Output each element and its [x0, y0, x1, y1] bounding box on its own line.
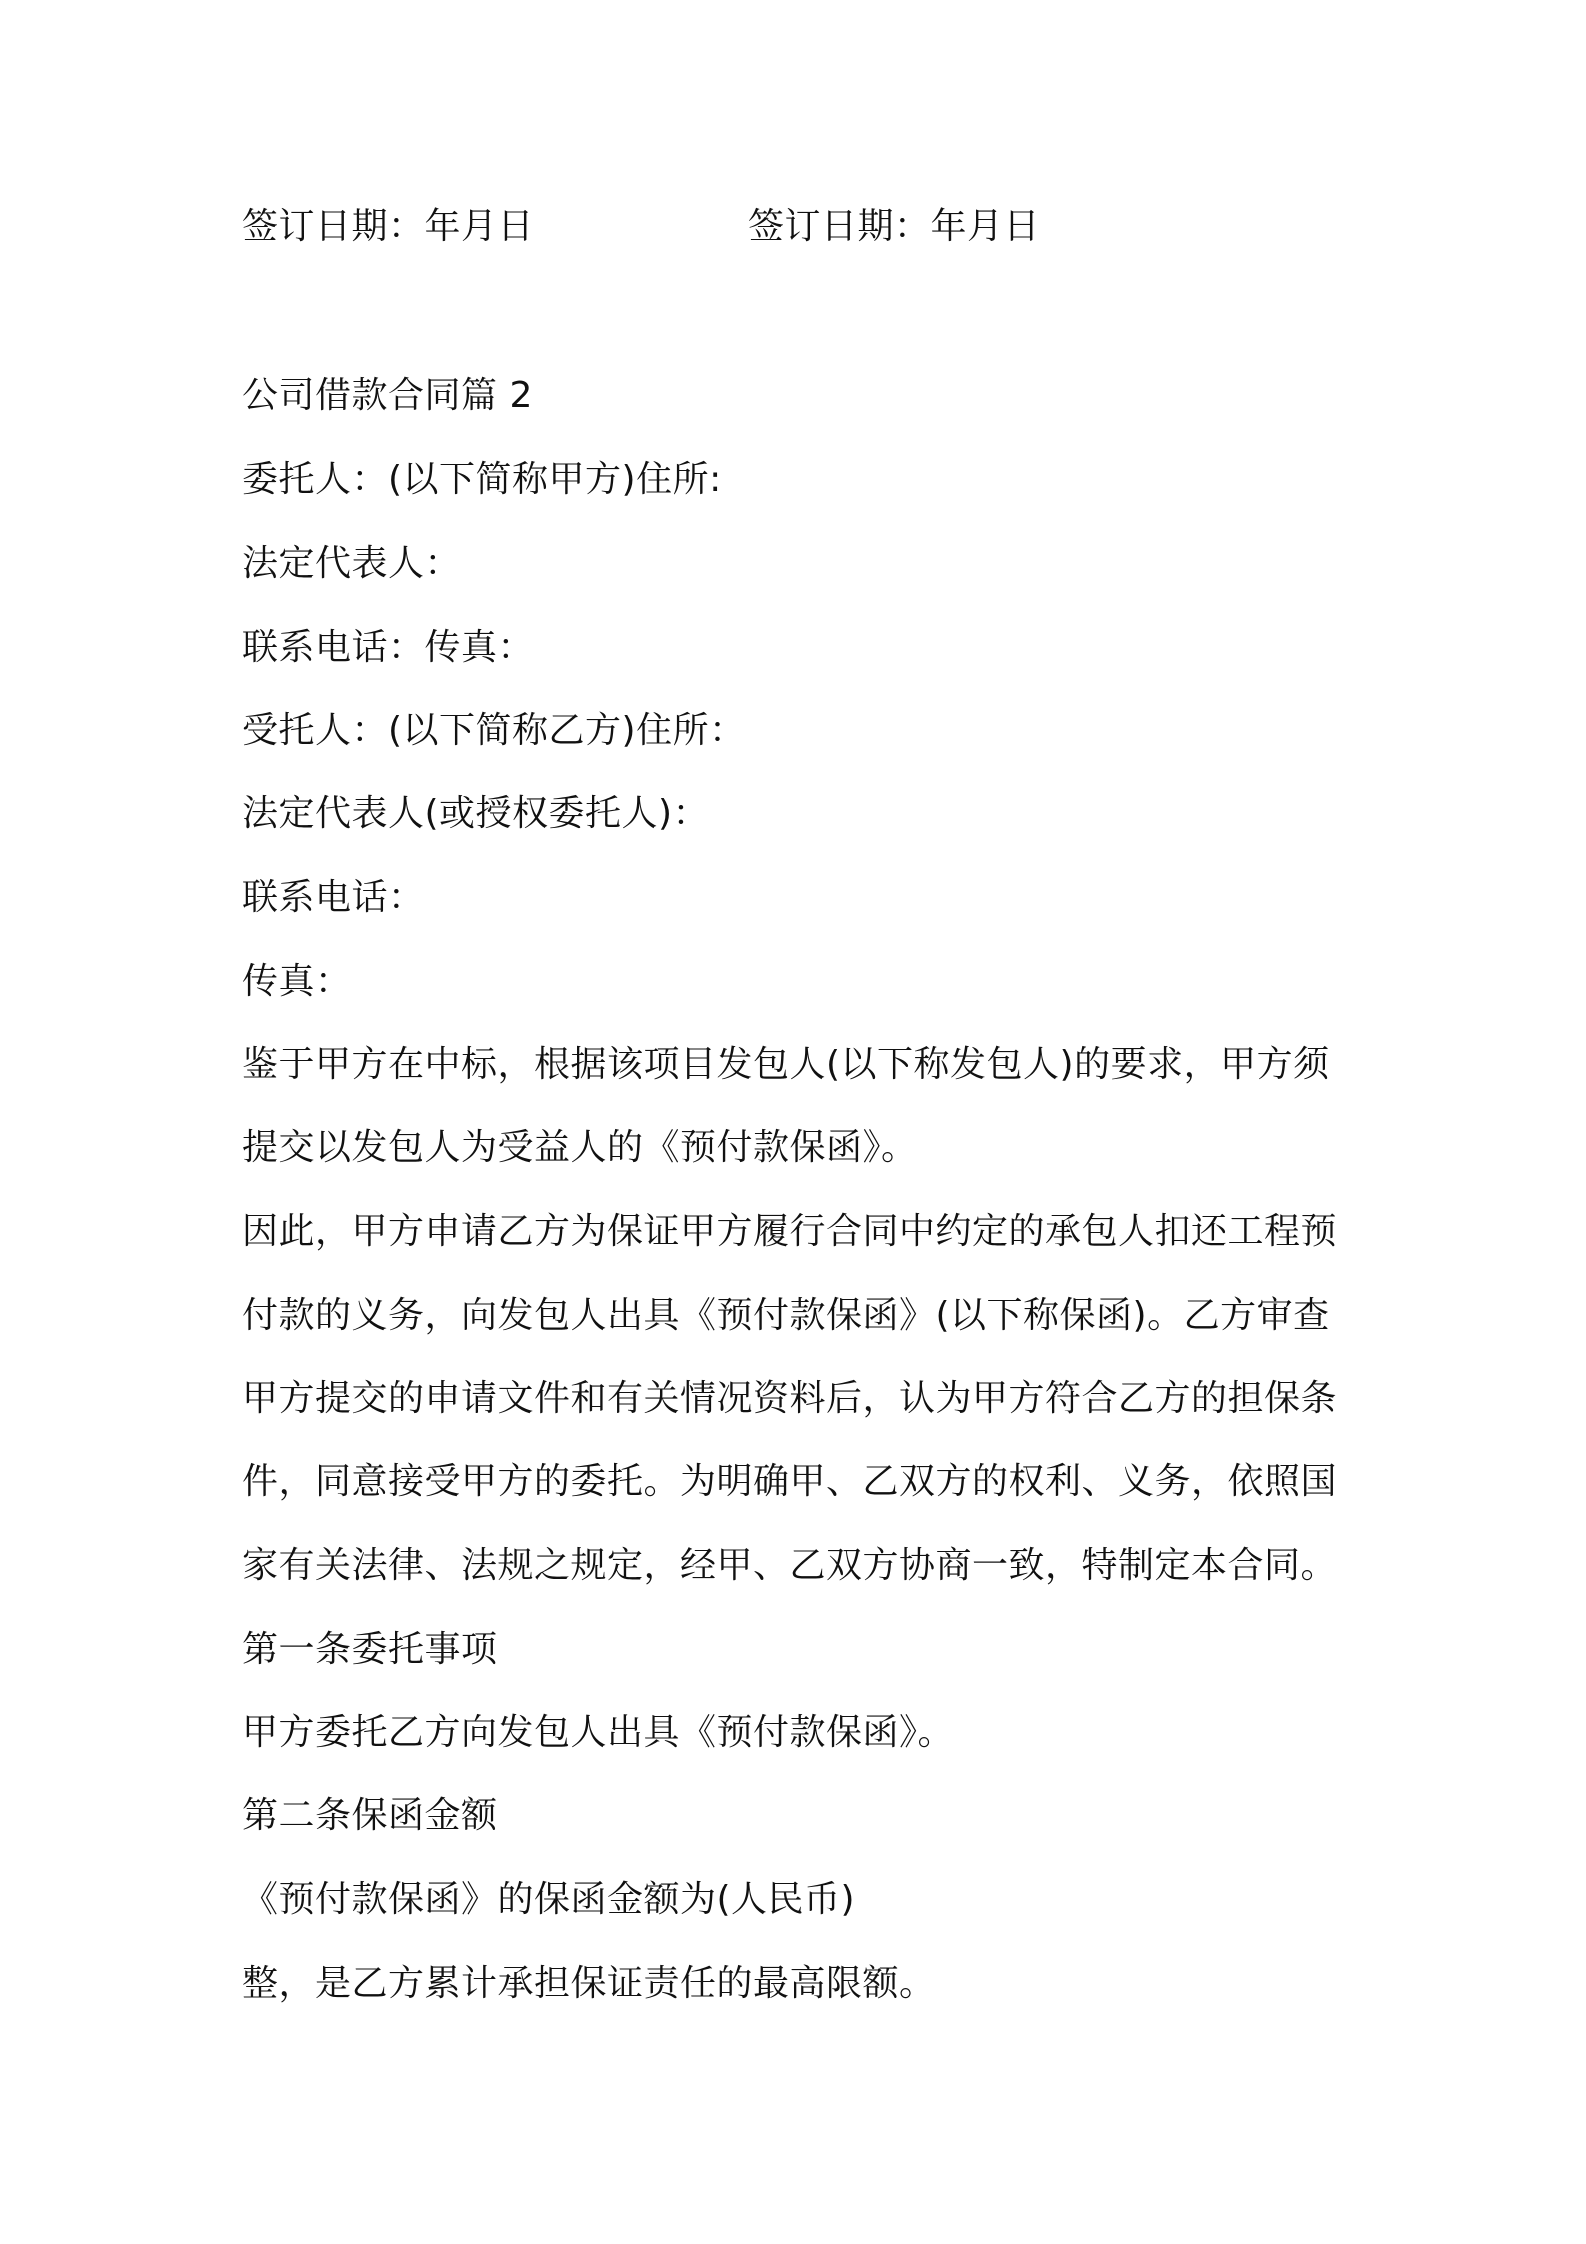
signing-date-left: 签订日期：年月日 — [242, 206, 535, 247]
clause-line: 联系电话： — [242, 877, 425, 918]
clause-line: 整，是乙方累计承担保证责任的最高限额。 — [242, 1963, 936, 2004]
clause-line: 提交以发包人为受益人的《预付款保函》。 — [242, 1127, 918, 1168]
clause-line: 联系电话：传真： — [242, 627, 535, 668]
clause-line: 法定代表人： — [242, 543, 462, 584]
clause-line: 《预付款保函》的保函金额为(人民币) — [242, 1879, 856, 1920]
clause-line: 因此，甲方申请乙方为保证甲方履行合同中约定的承包人扣还工程预 — [242, 1211, 1338, 1252]
clause-line: 家有关法律、法规之规定，经甲、乙双方协商一致，特制定本合同。 — [242, 1545, 1338, 1586]
clause-line: 甲方委托乙方向发包人出具《预付款保函》。 — [242, 1712, 955, 1753]
clause-line: 甲方提交的申请文件和有关情况资料后，认为甲方符合乙方的担保条 — [242, 1378, 1338, 1419]
clause-line: 委托人：(以下简称甲方)住所: — [242, 459, 722, 500]
clause-line: 付款的义务，向发包人出具《预付款保函》(以下称保函)。乙方审查 — [242, 1295, 1330, 1336]
clause-heading: 第二条保函金额 — [242, 1795, 498, 1836]
section-title: 公司借款合同篇 2 — [242, 375, 533, 416]
clause-line: 受托人：(以下简称乙方)住所： — [242, 710, 746, 751]
signing-date-right: 签订日期：年月日 — [748, 206, 1041, 247]
clause-line: 传真： — [242, 961, 352, 1002]
clause-line: 件，同意接受甲方的委托。为明确甲、乙双方的权利、义务，依照国 — [242, 1461, 1338, 1502]
clause-heading: 第一条委托事项 — [242, 1629, 498, 1670]
clause-line: 鉴于甲方在中标，根据该项目发包人(以下称发包人)的要求，甲方须 — [242, 1044, 1330, 1085]
clause-line: 法定代表人(或授权委托人)： — [242, 793, 710, 834]
